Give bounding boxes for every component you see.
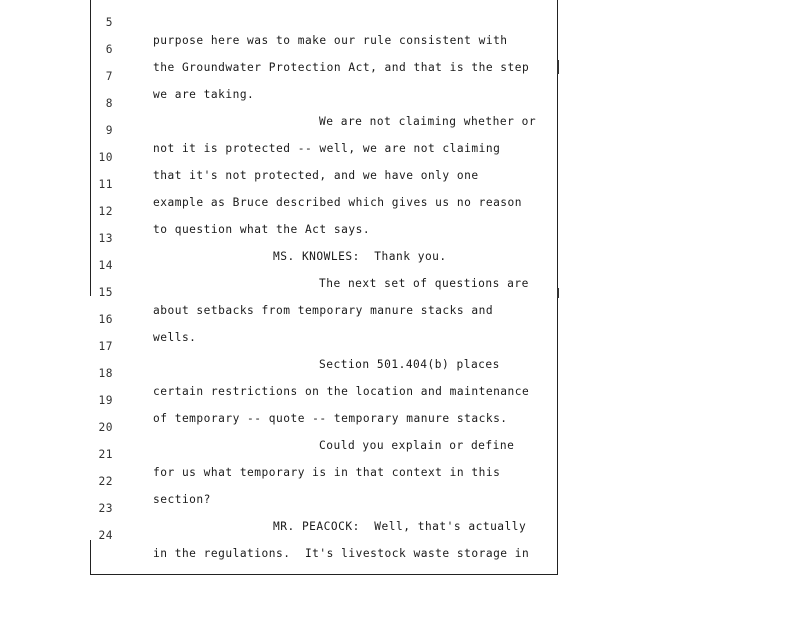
transcript-line [91,374,557,425]
line-text: not it is protected -- well, we are not claiming [153,142,501,155]
line-number: 11 [98,178,113,191]
line-number: 19 [98,394,113,407]
line-text: purpose here was to make our rule consistent with [153,34,508,47]
line-number: 14 [98,259,113,272]
line-number: 12 [98,205,113,218]
transcript-line [91,293,557,344]
line-text: about setbacks from temporary manure stacks and [153,304,494,317]
line-number: 18 [98,367,113,380]
line-number: 22 [98,475,113,488]
transcript-line [91,212,557,263]
transcript-line [91,266,557,317]
line-text: example as Bruce described which gives us no reason [153,196,523,209]
transcript-line [91,347,557,398]
transcript-line [91,77,557,128]
line-text: we are taking. [153,88,255,101]
scan-speck [557,60,559,74]
line-text: section? [153,493,211,506]
line-number: 10 [98,151,113,164]
line-text: The next set of questions are [319,277,529,290]
line-number: 6 [105,43,113,56]
transcript-line [91,23,557,74]
line-text: Section 501.404(b) places [319,358,500,371]
line-number: 21 [98,448,113,461]
line-number: 24 [98,529,113,542]
transcript-line [91,131,557,182]
line-text: Could you explain or define [319,439,515,452]
transcript-line [91,104,557,155]
transcript-page [90,0,558,575]
transcript-line [91,428,557,479]
transcript-line [91,50,557,101]
line-number: 13 [98,232,113,245]
line-number: 15 [98,286,113,299]
line-number: 20 [98,421,113,434]
scan-speck [557,288,559,298]
line-text: MR. PEACOCK: Well, that's actually [273,520,527,533]
line-text: certain restrictions on the location and maintenance [153,385,530,398]
transcript-line [91,320,557,371]
line-number: 23 [98,502,113,515]
line-text: in the regulations. It's livestock waste storage in [153,547,530,560]
line-number: 8 [105,97,113,110]
line-text: for us what temporary is in that context in this [153,466,501,479]
line-text: wells. [153,331,197,344]
line-text: MS. KNOWLES: Thank you. [273,250,447,263]
transcript-line [91,455,557,506]
transcript-line [91,158,557,209]
line-text: We are not claiming whether or [319,115,537,128]
line-number: 16 [98,313,113,326]
transcript-line [91,0,557,47]
line-number: 17 [98,340,113,353]
line-number: 9 [105,124,113,137]
transcript-line [91,239,557,290]
line-text: to question what the Act says. [153,223,371,236]
line-text: of temporary -- quote -- temporary manure stacks. [153,412,508,425]
line-number: 5 [105,16,113,29]
transcript-line [91,482,557,533]
transcript-line [91,185,557,236]
transcript-line [91,509,557,560]
line-text: the Groundwater Protection Act, and that is the step [153,61,530,74]
transcript-line [91,401,557,452]
line-number: 7 [105,70,113,83]
line-text: that it's not protected, and we have only one [153,169,479,182]
